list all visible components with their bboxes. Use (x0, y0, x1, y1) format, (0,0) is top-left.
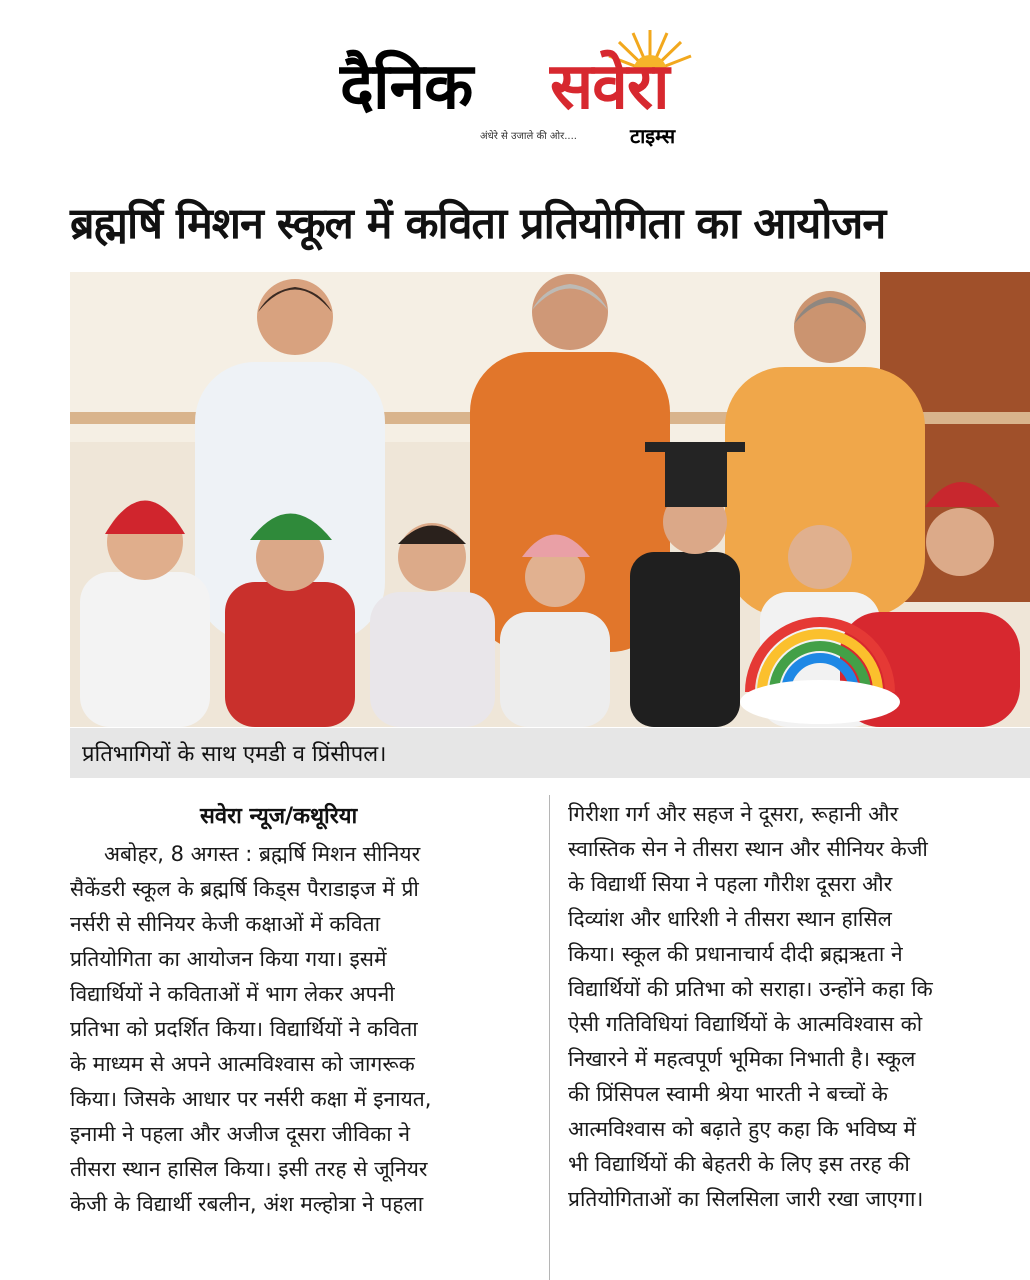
article-photo (70, 272, 1030, 727)
body-line: केजी के विद्यार्थी रबलीन, अंश मल्होत्रा ने पहला (70, 1192, 424, 1216)
body-line: विद्यार्थियों की प्रतिभा को सराहा। उन्होंने कहा कि (568, 977, 933, 1001)
body-line: प्रतियोगिताओं का सिलसिला जारी रखा जाएगा। (568, 1187, 924, 1211)
body-line: निखारने में महत्वपूर्ण भूमिका निभाती है। स्कूल (568, 1047, 916, 1071)
body-line: स्वास्तिक सेन ने तीसरा स्थान और सीनियर केजी (568, 837, 928, 861)
body-line: तीसरा स्थान हासिल किया। इसी तरह से जूनियर (70, 1157, 428, 1181)
body-line: प्रतियोगिता का आयोजन किया गया। इसमें (70, 947, 387, 971)
article-byline: सवेरा न्यूज/कथूरिया (200, 804, 358, 829)
body-line: भी विद्यार्थियों की बेहतरी के लिए इस तरह की (568, 1152, 910, 1176)
body-line: के माध्यम से अपने आत्मविश्वास को जागरूक (70, 1052, 415, 1076)
logo-word-dainik: दैनिक (340, 49, 473, 124)
photo-caption-bar (70, 728, 1030, 778)
newspaper-logo (340, 28, 740, 158)
logo-tagline: अंधेरे से उजाले की ओर.... (480, 131, 577, 142)
masthead (0, 0, 1030, 175)
body-line: दिव्यांश और धारिशी ने तीसरा स्थान हासिल (568, 907, 892, 931)
article-headline: ब्रह्मर्षि मिशन स्कूल में कविता प्रतियोगिता का आयोजन (70, 199, 886, 249)
body-line: विद्यार्थियों ने कविताओं में भाग लेकर अपनी (70, 982, 395, 1006)
body-line: प्रतिभा को प्रदर्शित किया। विद्यार्थियों ने कविता (70, 1017, 418, 1041)
column-divider (549, 795, 550, 1280)
photo-caption: प्रतिभागियों के साथ एमडी व प्रिंसीपल। (82, 742, 387, 767)
body-line: नर्सरी से सीनियर केजी कक्षाओं में कविता (70, 912, 381, 936)
body-line: सैकेंडरी स्कूल के ब्रह्मर्षि किड्स पैराडाइज में प्री (70, 877, 419, 901)
logo-word-savera: सवेरा (550, 49, 669, 124)
body-line: इनामी ने पहला और अजीज दूसरा जीविका ने (70, 1122, 410, 1146)
body-line: गिरीशा गर्ग और सहज ने दूसरा, रूहानी और (568, 802, 899, 826)
body-line: ऐसी गतिविधियां विद्यार्थियों के आत्मविश्वास को (568, 1012, 923, 1036)
body-line: किया। स्कूल की प्रधानाचार्य दीदी ब्रह्मऋता ने (568, 942, 903, 966)
body-line: किया। जिसके आधार पर नर्सरी कक्षा में इनायत, (70, 1087, 432, 1111)
body-line: आत्मविश्वास को बढ़ाते हुए कहा कि भविष्य में (568, 1117, 916, 1141)
body-line: के विद्यार्थी सिया ने पहला गौरीश दूसरा और (568, 872, 893, 896)
body-line: की प्रिंसिपल स्वामी श्रेया भारती ने बच्चों के (568, 1082, 888, 1106)
logo-word-times: टाइम्स (630, 124, 676, 148)
body-line: अबोहर, 8 अगस्त : ब्रह्मर्षि मिशन सीनियर (104, 842, 421, 866)
